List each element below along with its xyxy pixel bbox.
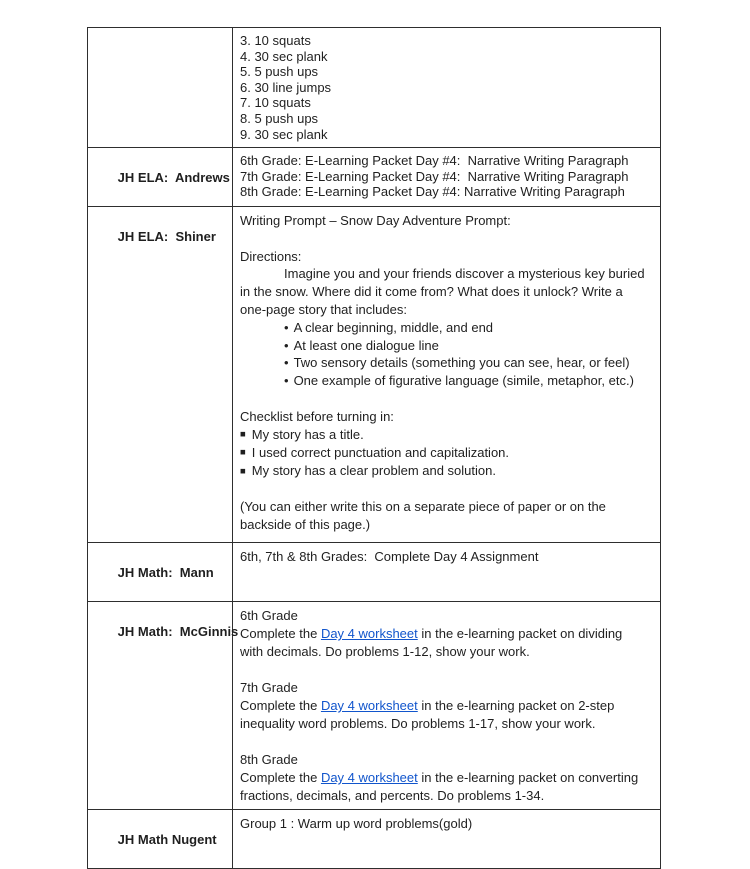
blank-line bbox=[240, 230, 656, 248]
table-row-ela-andrews bbox=[88, 147, 660, 206]
text-line bbox=[240, 498, 656, 516]
text-span: I used correct punctuation and capitalization. bbox=[251, 444, 510, 460]
teacher-cell bbox=[88, 28, 233, 147]
text-span: in the e-learning packet on 2-step bbox=[417, 698, 615, 713]
blank-line bbox=[240, 733, 656, 751]
text-span: 7th Grade: E-Learning Packet Day #4: Narrative Writing Paragraph bbox=[240, 168, 629, 184]
square-bullet-icon: ■ bbox=[240, 429, 246, 441]
text-span: 6th Grade: E-Learning Packet Day #4: Narrative Writing Paragraph bbox=[240, 153, 629, 168]
table-row-math-mcginnis bbox=[88, 601, 660, 809]
teacher-cell bbox=[88, 810, 233, 868]
text-span: Complete the bbox=[240, 626, 321, 641]
teacher-label: JH Math Nugent bbox=[117, 832, 217, 847]
text-span: with decimals. Do problems 1-12, show your work. bbox=[240, 644, 530, 659]
teacher-label: JH Math: Mann bbox=[117, 565, 214, 580]
assignment-cell bbox=[233, 810, 660, 868]
assignment-cell bbox=[233, 207, 660, 542]
text-line bbox=[240, 548, 656, 566]
text-span: 8th Grade bbox=[240, 752, 298, 767]
text-span: Two sensory details (something you can see, hear, or feel) bbox=[293, 355, 630, 371]
text-line bbox=[240, 80, 656, 96]
text-span: At least one dialogue line bbox=[293, 337, 439, 353]
text-line bbox=[240, 212, 656, 230]
text-line bbox=[240, 815, 656, 833]
text-line bbox=[240, 184, 656, 200]
text-span: One example of figurative language (simile, metaphor, etc.) bbox=[293, 373, 634, 389]
square-bullet-icon: ■ bbox=[240, 447, 246, 459]
text-span: one-page story that includes: bbox=[240, 301, 407, 317]
text-line bbox=[240, 111, 656, 127]
text-span: A clear beginning, middle, and end bbox=[293, 319, 494, 335]
text-span: Complete the bbox=[240, 770, 321, 785]
assignment-cell bbox=[233, 148, 660, 206]
text-span: Checklist before turning in: bbox=[240, 408, 394, 424]
text-line bbox=[240, 153, 656, 169]
text-span: 9. 30 sec plank bbox=[240, 126, 328, 142]
text-line bbox=[240, 787, 656, 805]
text-span: backside of this page.) bbox=[240, 517, 371, 533]
teacher-label: JH ELA: Shiner bbox=[117, 229, 216, 244]
text-span: My story has a clear problem and solution. bbox=[251, 463, 496, 479]
text-line bbox=[240, 444, 656, 462]
text-line bbox=[240, 769, 656, 787]
teacher-cell bbox=[88, 602, 239, 809]
text-span: My story has a title. bbox=[251, 426, 364, 442]
text-line bbox=[240, 372, 656, 390]
teacher-label: JH ELA: Andrews bbox=[117, 170, 230, 185]
square-bullet-icon: ■ bbox=[240, 465, 246, 477]
text-span: 8. 5 push ups bbox=[240, 110, 319, 126]
text-span: 8th Grade: E-Learning Packet Day #4: Narrative Writing Paragraph bbox=[240, 184, 625, 200]
text-line bbox=[240, 319, 656, 337]
table-row-math-mann bbox=[88, 542, 660, 601]
dot-bullet-icon: • bbox=[284, 337, 289, 353]
text-span: (You can either write this on a separate piece of paper or on the bbox=[240, 499, 606, 515]
text-line bbox=[240, 408, 656, 426]
text-span: 5. 5 push ups bbox=[240, 64, 319, 80]
day4-worksheet-link[interactable]: Day 4 worksheet bbox=[320, 626, 418, 641]
text-line bbox=[240, 95, 656, 111]
teacher-cell bbox=[88, 207, 233, 542]
assignments-table bbox=[87, 27, 661, 869]
text-line bbox=[240, 127, 656, 143]
teacher-cell bbox=[88, 543, 233, 601]
text-line bbox=[240, 283, 656, 301]
text-span: 3. 10 squats bbox=[240, 33, 311, 48]
teacher-label: JH Math: McGinnis bbox=[117, 624, 239, 639]
assignment-cell bbox=[233, 602, 660, 809]
blank-line bbox=[240, 390, 656, 408]
blank-line bbox=[240, 480, 656, 498]
assignment-cell bbox=[233, 543, 660, 601]
text-span: in the e-learning packet on dividing bbox=[417, 626, 623, 641]
dot-bullet-icon: • bbox=[284, 373, 289, 389]
text-line bbox=[240, 49, 656, 65]
text-line bbox=[240, 462, 656, 480]
text-span: Complete the bbox=[240, 698, 321, 713]
text-line bbox=[240, 33, 656, 49]
assignment-cell bbox=[233, 28, 660, 147]
text-span: Directions: bbox=[240, 248, 302, 264]
dot-bullet-icon: • bbox=[284, 319, 289, 335]
text-line bbox=[240, 643, 656, 661]
day4-worksheet-link[interactable]: Day 4 worksheet bbox=[320, 698, 418, 713]
text-line bbox=[240, 169, 656, 185]
text-line bbox=[240, 697, 656, 715]
text-span: fractions, decimals, and percents. Do problems 1-34. bbox=[240, 788, 545, 803]
text-line bbox=[240, 337, 656, 355]
text-line bbox=[240, 301, 656, 319]
text-span: Group 1 : Warm up word problems(gold) bbox=[240, 816, 473, 831]
text-span: Imagine you and your friends discover a mysterious key buried bbox=[284, 266, 645, 282]
text-line bbox=[240, 248, 656, 266]
blank-line bbox=[240, 661, 656, 679]
teacher-cell bbox=[88, 148, 233, 206]
text-line bbox=[240, 751, 656, 769]
dot-bullet-icon: • bbox=[284, 355, 289, 371]
text-line bbox=[240, 679, 656, 697]
text-span: inequality word problems. Do problems 1-17, show your work. bbox=[240, 716, 596, 731]
text-span: 7th Grade bbox=[240, 680, 298, 695]
text-line bbox=[240, 265, 656, 283]
text-span: 7. 10 squats bbox=[240, 95, 311, 111]
text-line bbox=[240, 715, 656, 733]
text-span: 6th Grade bbox=[240, 608, 298, 623]
table-row-exercise-list bbox=[88, 28, 660, 147]
text-span: 6. 30 line jumps bbox=[240, 79, 332, 95]
table-row-ela-shiner bbox=[88, 206, 660, 542]
table-row-math-nugent bbox=[88, 809, 660, 868]
text-span: Writing Prompt – Snow Day Adventure Prompt: bbox=[240, 213, 511, 228]
text-line bbox=[240, 354, 656, 372]
text-line bbox=[240, 625, 656, 643]
text-line bbox=[240, 607, 656, 625]
text-span: 4. 30 sec plank bbox=[240, 48, 328, 64]
text-span: 6th, 7th & 8th Grades: Complete Day 4 Assignment bbox=[240, 549, 539, 564]
text-line bbox=[240, 516, 656, 534]
text-span: in the snow. Where did it come from? What does it unlock? Write a bbox=[240, 284, 623, 300]
text-span: in the e-learning packet on converting bbox=[417, 770, 639, 785]
day4-worksheet-link[interactable]: Day 4 worksheet bbox=[320, 770, 418, 785]
text-line bbox=[240, 64, 656, 80]
text-line bbox=[240, 426, 656, 444]
